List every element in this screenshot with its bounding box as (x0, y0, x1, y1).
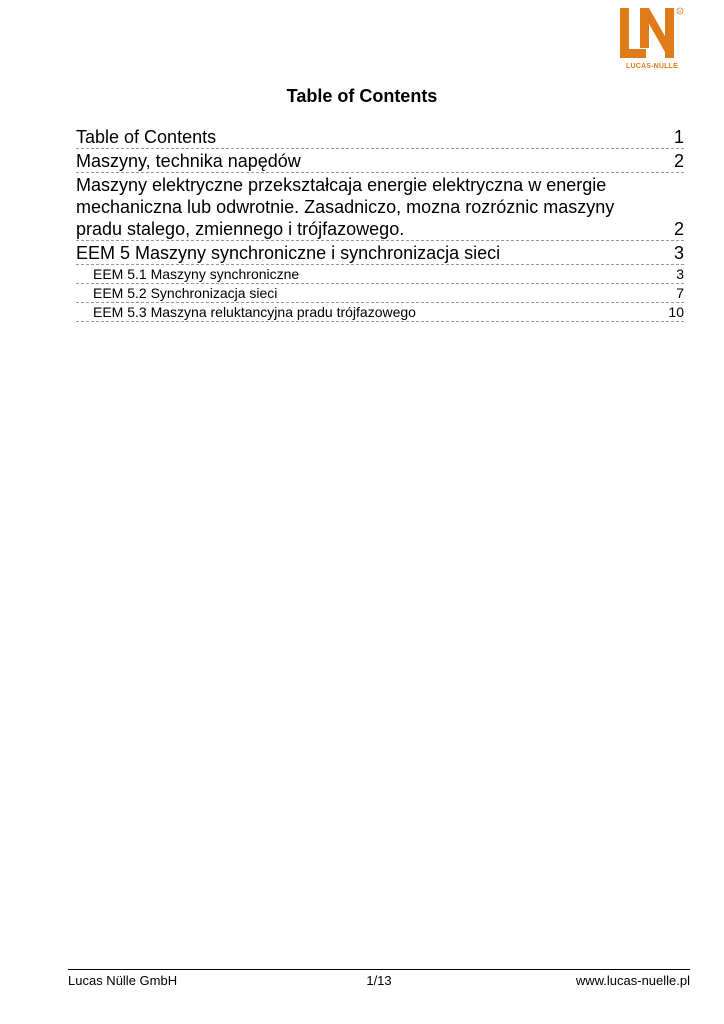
toc-subentry-label: EEM 5.2 Synchronizacja sieci (93, 285, 278, 301)
footer-website-link[interactable]: www.lucas-nuelle.pl (575, 973, 690, 988)
toc-subentry-page: 10 (668, 304, 684, 320)
toc-subentry-label: EEM 5.3 Maszyna reluktancyjna pradu trójfazowego (93, 304, 416, 320)
toc-subentry[interactable] (76, 265, 684, 284)
toc-entry[interactable] (76, 125, 684, 149)
footer-company: Lucas Nülle GmbH (68, 973, 178, 988)
toc-entry-label: Maszyny elektryczne przekształcaja energie elektryczna w energie mechaniczna lub odwrotnie. Zasadniczo, mozna rozróznic maszyny pradu stalego, zmiennego i trójfazowego. (76, 175, 615, 239)
toc-subentry[interactable] (76, 303, 684, 322)
toc-entry-page: 3 (673, 243, 684, 263)
toc-entry-label: EEM 5 Maszyny synchroniczne i synchronizacja sieci (76, 243, 501, 263)
toc-entry-page: 1 (673, 127, 684, 147)
toc-subentry-label: EEM 5.1 Maszyny synchroniczne (93, 266, 300, 282)
company-logo (618, 6, 686, 76)
toc-entry-page: 2 (673, 219, 684, 239)
ln-logo-icon (618, 6, 686, 62)
toc-entry[interactable] (76, 241, 684, 265)
toc-entry[interactable] (76, 149, 684, 173)
page-title: Table of Contents (286, 86, 438, 106)
toc-entry[interactable] (76, 173, 684, 241)
footer-divider (68, 969, 690, 970)
toc-subentry-page: 7 (676, 285, 684, 301)
toc-subentry[interactable] (76, 284, 684, 303)
toc-subentry-page: 3 (676, 266, 684, 282)
logo-wordmark: LUCAS-NÜLLE (626, 63, 678, 70)
table-of-contents (76, 125, 684, 322)
toc-entry-label: Table of Contents (76, 127, 217, 147)
svg-text:R: R (678, 8, 682, 14)
toc-entry-label: Maszyny, technika napędów (76, 151, 301, 171)
footer-page-indicator: 1/13 (366, 973, 392, 988)
toc-entry-page: 2 (673, 151, 684, 171)
